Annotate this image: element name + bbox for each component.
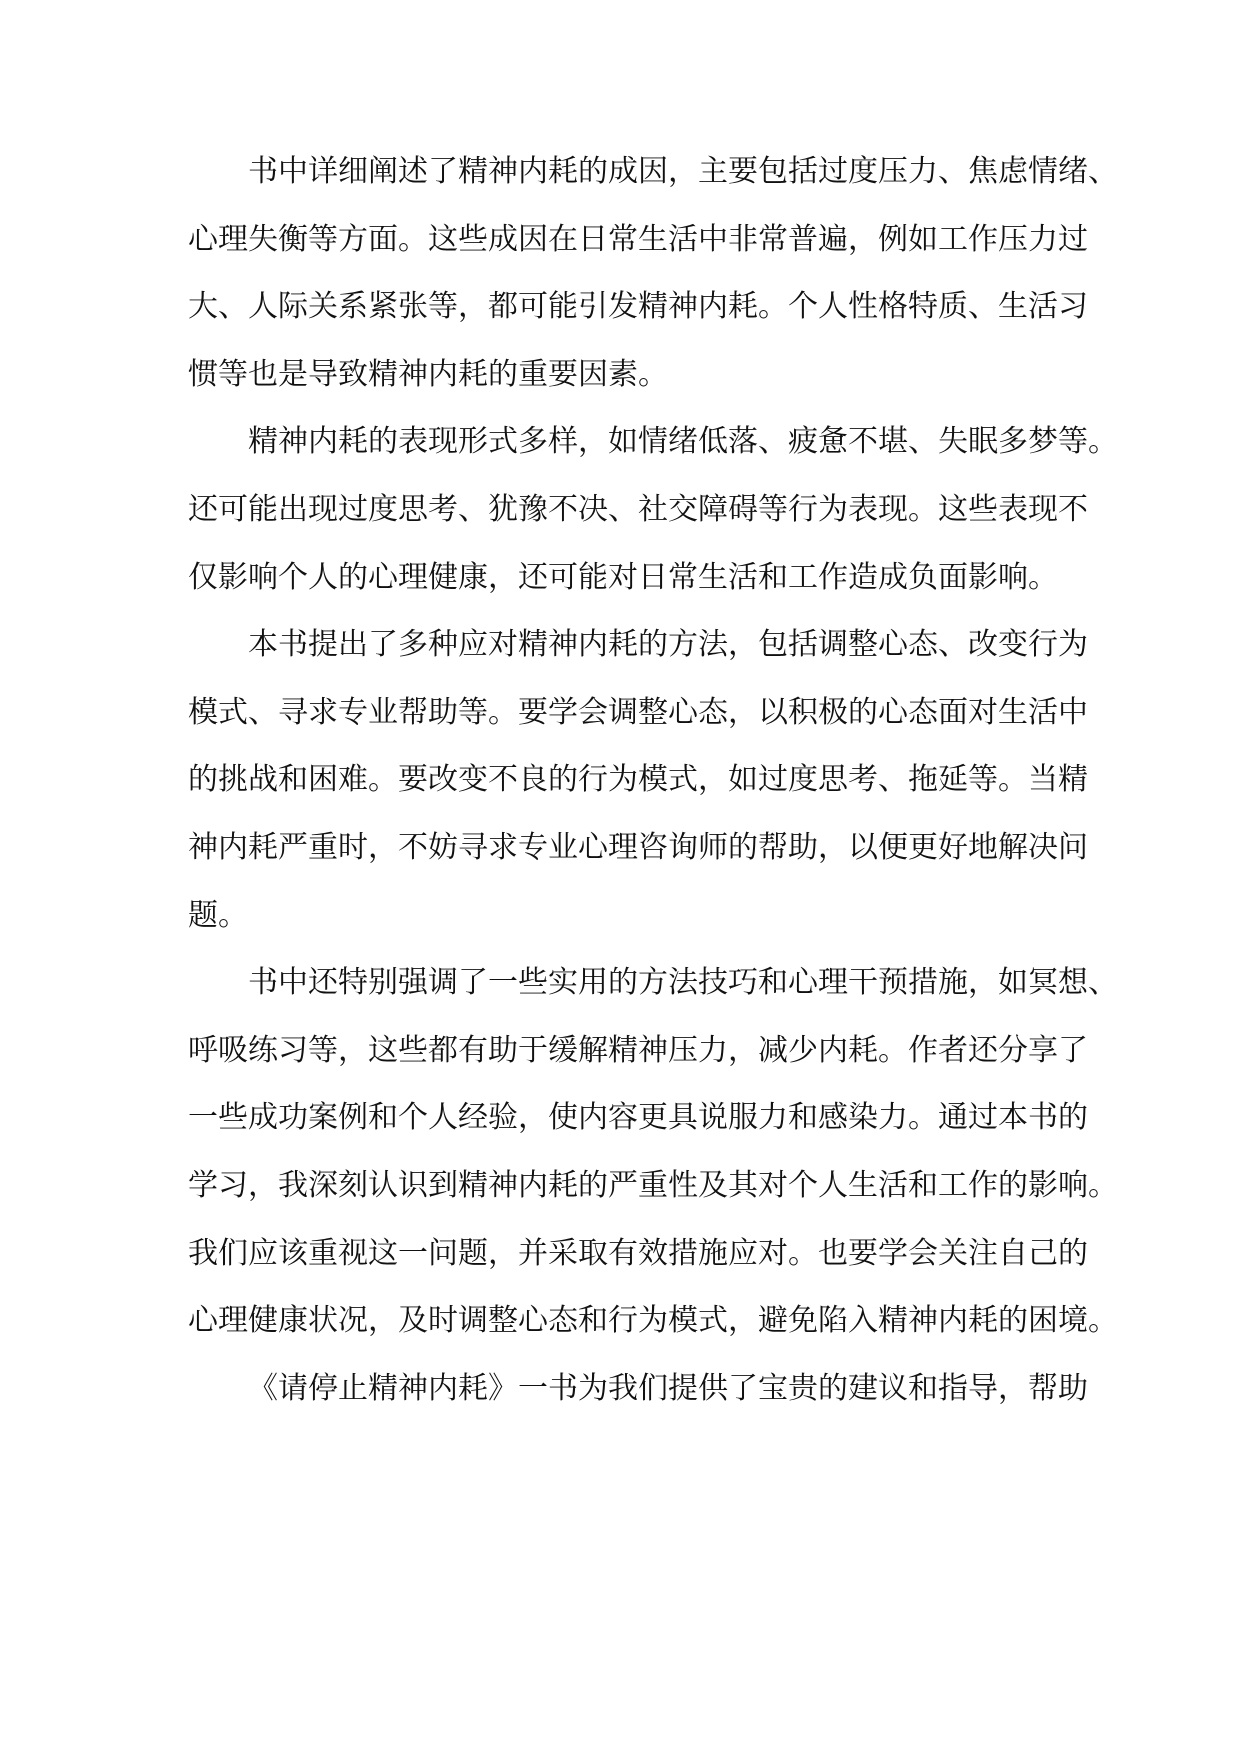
text-line: 一些成功案例和个人经验，使内容更具说服力和感染力。通过本书的: [188, 1100, 1088, 1136]
document-body: [188, 138, 1118, 1422]
text-line: 我们应该重视这一问题，并采取有效措施应对。也要学会关注自己的: [188, 1235, 1088, 1271]
text-line: 学习，我深刻认识到精神内耗的严重性及其对个人生活和工作的影响。: [188, 1167, 1118, 1203]
text-line: 题。: [188, 897, 248, 933]
text-line: 书中还特别强调了一些实用的方法技巧和心理干预措施，如冥想、: [248, 965, 1118, 1001]
text-line: 精神内耗的表现形式多样，如情绪低落、疲惫不堪、失眠多梦等。: [248, 424, 1118, 460]
text-line: 惯等也是导致精神内耗的重要因素。: [188, 356, 668, 392]
text-line: 书中详细阐述了精神内耗的成因，主要包括过度压力、焦虑情绪、: [248, 154, 1118, 189]
text-line: 仅影响个人的心理健康，还可能对日常生活和工作造成负面影响。: [188, 559, 1058, 595]
paragraph-methods: [188, 611, 1088, 949]
paragraph-symptoms: [188, 408, 1118, 611]
text-line: 心理健康状况，及时调整心态和行为模式，避免陷入精神内耗的困境。: [188, 1303, 1118, 1339]
text-line: 还可能出现过度思考、犹豫不决、社交障碍等行为表现。这些表现不: [188, 491, 1088, 527]
text-line: 呼吸练习等，这些都有助于缓解精神压力，减少内耗。作者还分享了: [188, 1032, 1088, 1068]
text-line: 的挑战和困难。要改变不良的行为模式，如过度思考、拖延等。当精: [188, 762, 1088, 798]
paragraph-techniques: [188, 949, 1118, 1355]
text-line: 心理失衡等方面。这些成因在日常生活中非常普遍，例如工作压力过: [188, 221, 1088, 257]
paragraph-causes: [188, 138, 1118, 408]
text-line: 大、人际关系紧张等，都可能引发精神内耗。个人性格特质、生活习: [188, 289, 1088, 325]
text-line: 模式、寻求专业帮助等。要学会调整心态，以积极的心态面对生活中: [188, 694, 1088, 730]
paragraph-conclusion: [188, 1355, 1088, 1423]
text-line: 神内耗严重时，不妨寻求专业心理咨询师的帮助，以便更好地解决问: [188, 829, 1088, 865]
text-line: 本书提出了多种应对精神内耗的方法，包括调整心态、改变行为: [248, 627, 1088, 663]
text-line: 《请停止精神内耗》一书为我们提供了宝贵的建议和指导，帮助: [248, 1370, 1088, 1406]
